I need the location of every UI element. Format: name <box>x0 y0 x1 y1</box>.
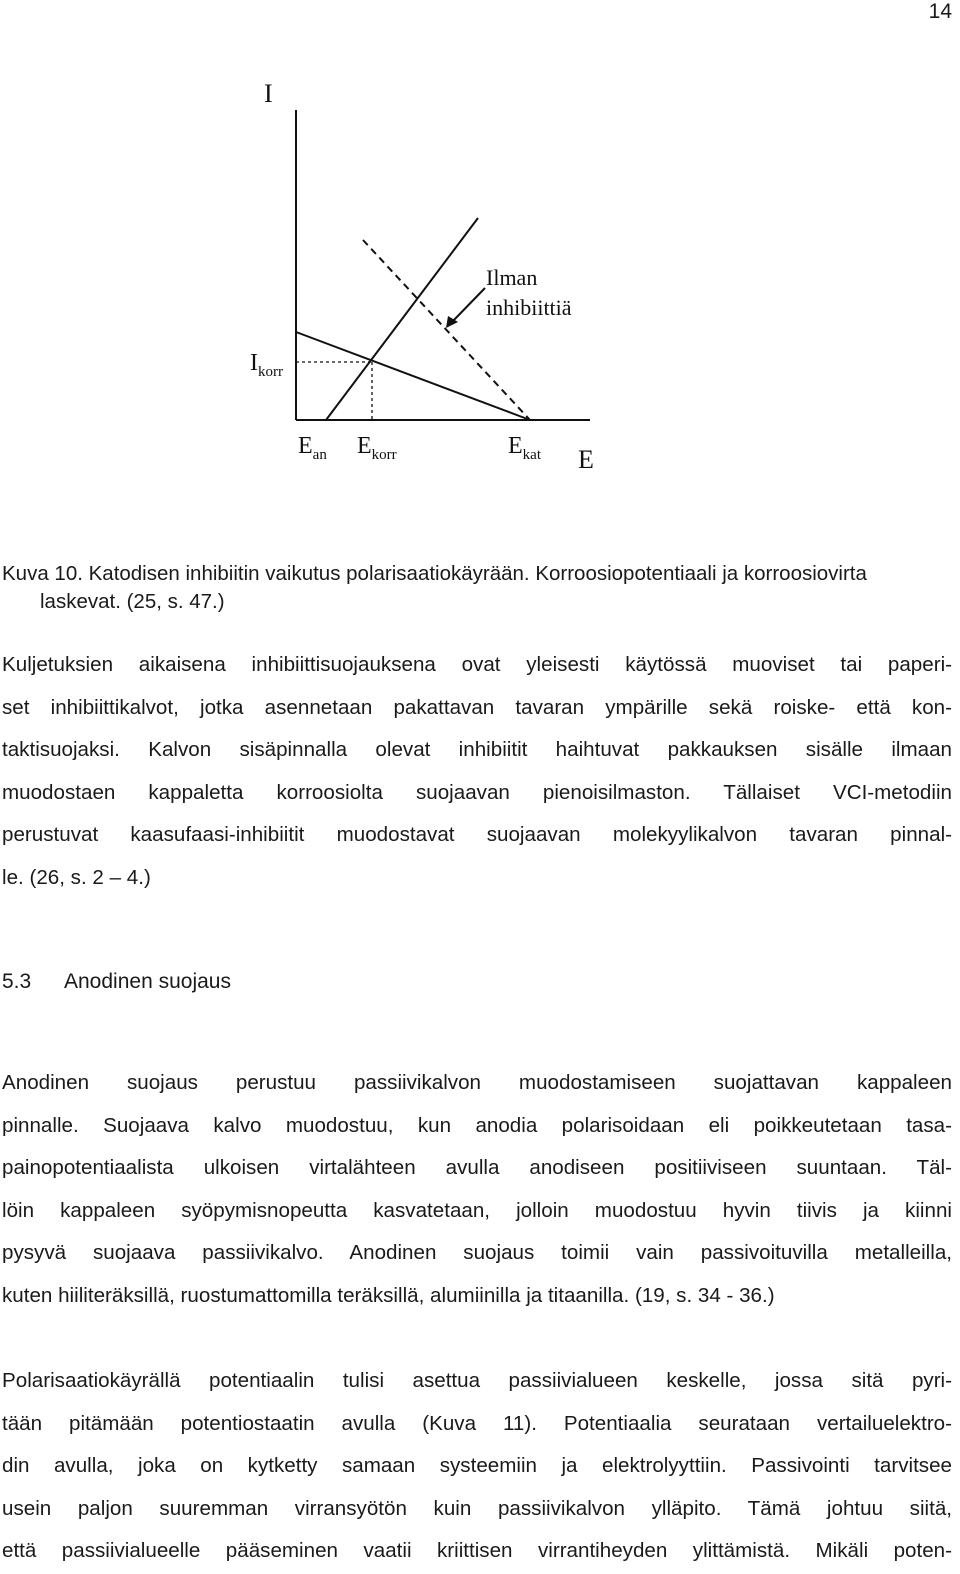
figure-caption <box>2 560 952 616</box>
paragraph-line: usein paljon suuremman virransyötön kuin passiivikalvon ylläpito. Tämä johtuu siitä, <box>2 1496 952 1520</box>
paragraph-line: pysyvä suojaava passiivikalvo. Anodinen suojaus toimii vain passivoituvilla metalleilla, <box>2 1241 952 1264</box>
section-number: 5.3 <box>2 970 32 993</box>
paragraph-line: set inhibiittikalvot, jotka asennetaan pakattavan tavaran ympärille sekä roiske- että kon- <box>2 695 952 719</box>
page-number: 14 <box>928 0 952 23</box>
paragraph-line: että passiivialueelle pääseminen vaatii kriittisen virrantiheyden ylittämistä. Mikäli poten- <box>2 1539 952 1562</box>
annotation-line1: Ilman <box>486 265 538 290</box>
x-axis-label: E <box>578 445 594 474</box>
section-heading <box>2 970 231 994</box>
paragraph-line: löin kappaleen syöpymisnopeutta kasvatetaan, jolloin muodostuu hyvin tiivis ja kiinni <box>2 1198 952 1222</box>
paragraph-2 <box>2 1062 952 1317</box>
paragraph-3 <box>2 1360 952 1573</box>
paragraph-line: kuten hiiliteräksillä, ruostumattomilla teräksillä, alumiinilla ja titaanilla. (19, s. 34 - 36.) <box>2 1283 775 1307</box>
y-axis-label: I <box>264 79 273 108</box>
cathodic-line-inhibited <box>296 332 530 420</box>
polarization-diagram <box>230 70 630 490</box>
e-kat-label: $E_{kat}$ <box>508 433 541 463</box>
paragraph-1 <box>2 644 952 899</box>
annotation-arrow-shaft <box>452 288 485 322</box>
paragraph-line: pinnalle. Suojaava kalvo muodostuu, kun anodia polarisoidaan eli poikkeutetaan tasa- <box>2 1113 952 1137</box>
e-korr-label: $E_{korr}$ <box>357 433 397 463</box>
paragraph-line: din avulla, joka on kytketty samaan systeemiin ja elektrolyyttiin. Passivointi tarvitsee <box>2 1454 952 1477</box>
e-an-label: $E_{an}$ <box>298 433 327 463</box>
paragraph-line: taktisuojaksi. Kalvon sisäpinnalla olevat inhibiitit haihtuvat pakkauksen sisälle ilmaan <box>2 738 952 761</box>
paragraph-line: le. (26, s. 2 – 4.) <box>2 865 151 889</box>
paragraph-line: perustuvat kaasufaasi-inhibiitit muodostavat suojaavan molekyylikalvon tavaran pinnal- <box>2 823 952 846</box>
paragraph-line: muodostaen kappaletta korroosiolta suojaavan pienoisilmaston. Tällaiset VCI-metodiin <box>2 780 952 804</box>
caption-line2: laskevat. (25, s. 47.) <box>40 590 225 613</box>
section-title: Anodinen suojaus <box>64 970 231 993</box>
paragraph-line: Kuljetuksien aikaisena inhibiittisuojauksena ovat yleisesti käytössä muoviset tai paperi- <box>2 653 952 676</box>
caption-line1: Kuva 10. Katodisen inhibiitin vaikutus polarisaatiokäyrään. Korroosiopotentiaali ja korroosiovirta <box>2 562 867 585</box>
paragraph-line: Anodinen suojaus perustuu passiivikalvon muodostamiseen suojattavan kappaleen <box>2 1071 952 1094</box>
annotation-line2: inhibiittiä <box>486 295 572 320</box>
paragraph-line: painopotentiaalista ulkoisen virtalähteen avulla anodiseen positiiviseen suuntaan. Täl- <box>2 1156 952 1179</box>
paragraph-line: Polarisaatiokäyrällä potentiaalin tulisi asettua passiivialueen keskelle, jossa sitä pyri- <box>2 1369 952 1392</box>
paragraph-line: tään pitämään potentiostaatin avulla (Kuva 11). Potentiaalia seurataan vertailuelektro- <box>2 1411 952 1435</box>
i-korr-label: $I_{korr}$ <box>250 350 283 380</box>
